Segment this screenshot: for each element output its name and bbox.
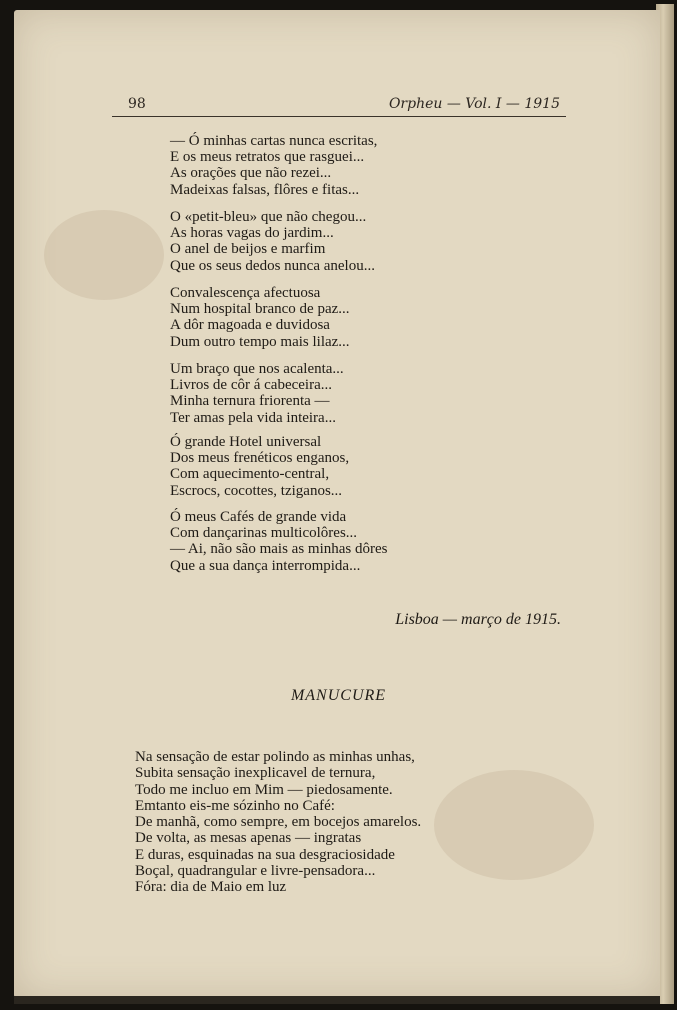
verse-line: Ó grande Hotel universal (170, 434, 322, 450)
verse-line: As orações que não rezei... (170, 165, 332, 182)
poem-signature: Lisboa — março de 1915. (395, 611, 561, 628)
stanza-2 (170, 209, 375, 274)
page-number: 98 (128, 96, 146, 112)
verse-line: Escrocs, cocottes, tziganos... (170, 482, 343, 499)
stanza-3 (170, 285, 350, 350)
verse-line: As horas vagas do jardim... (170, 225, 334, 242)
poem-manucure-text (135, 749, 421, 896)
verse-line: O «petit-bleu» que não chegou... (170, 209, 367, 225)
stanza-1 (170, 133, 377, 198)
stanza-5 (170, 434, 349, 499)
verse-line: Subita sensação inexplicavel de ternura, (135, 765, 376, 782)
verse-line: — Ó minhas cartas nunca escritas, (170, 133, 378, 149)
verse-line: Ó meus Cafés de grande vida (170, 509, 347, 525)
verse-line: Num hospital branco de paz... (170, 301, 350, 318)
stanza-4 (170, 361, 344, 426)
verse-line: Fóra: dia de Maio em luz (135, 879, 287, 896)
verse-line: Dos meus frenéticos enganos, (170, 450, 350, 467)
verse-line: Emtanto eis-me sózinho no Café: (135, 797, 335, 814)
verse-line: De manhã, como sempre, em bocejos amarelos. (135, 814, 422, 831)
verse-line: E duras, esquinadas na sua desgraciosidade (135, 846, 395, 863)
verse-line: Convalescença afectuosa (170, 285, 321, 301)
verse-line: Que os seus dedos nunca anelou... (170, 257, 375, 274)
verse-line: Um braço que nos acalenta... (170, 361, 344, 377)
verse-line: Ter amas pela vida inteira... (170, 409, 336, 426)
verse-line: O anel de beijos e marfim (170, 241, 326, 258)
verse-line: Madeixas falsas, flôres e fitas... (170, 181, 360, 198)
verse-line: — Ai, não são mais as minhas dôres (170, 541, 388, 558)
verse-line: A dôr magoada e duvidosa (170, 317, 330, 334)
stanza-6 (170, 509, 387, 574)
verse-line: Minha ternura friorenta — (170, 393, 330, 410)
verse-line: Boçal, quadrangular e livre-pensadora... (135, 863, 376, 880)
page-bottom-shadow (14, 996, 660, 1004)
paper-stain (44, 210, 164, 300)
verse-line: Na sensação de estar polindo as minhas unhas, (135, 749, 415, 765)
verse-line: Livros de côr á cabeceira... (170, 377, 332, 394)
running-head: Orpheu — Vol. I — 1915 (388, 96, 560, 112)
verse-line: Que a sua dança interrompida... (170, 557, 361, 574)
verse-line: Todo me incluo em Mim — piedosamente. (135, 781, 393, 798)
verse-line: De volta, as mesas apenas — ingratas (135, 830, 362, 847)
poem-title: MANUCURE (290, 687, 387, 704)
verse-line: Com dançarinas multicolôres... (170, 525, 358, 542)
paper-stain (434, 770, 594, 880)
page-header (112, 96, 566, 117)
verse-line: Com aquecimento-central, (170, 466, 330, 483)
verse-line: Dum outro tempo mais lilaz... (170, 333, 350, 350)
verse-line: E os meus retratos que rasguei... (170, 149, 365, 166)
